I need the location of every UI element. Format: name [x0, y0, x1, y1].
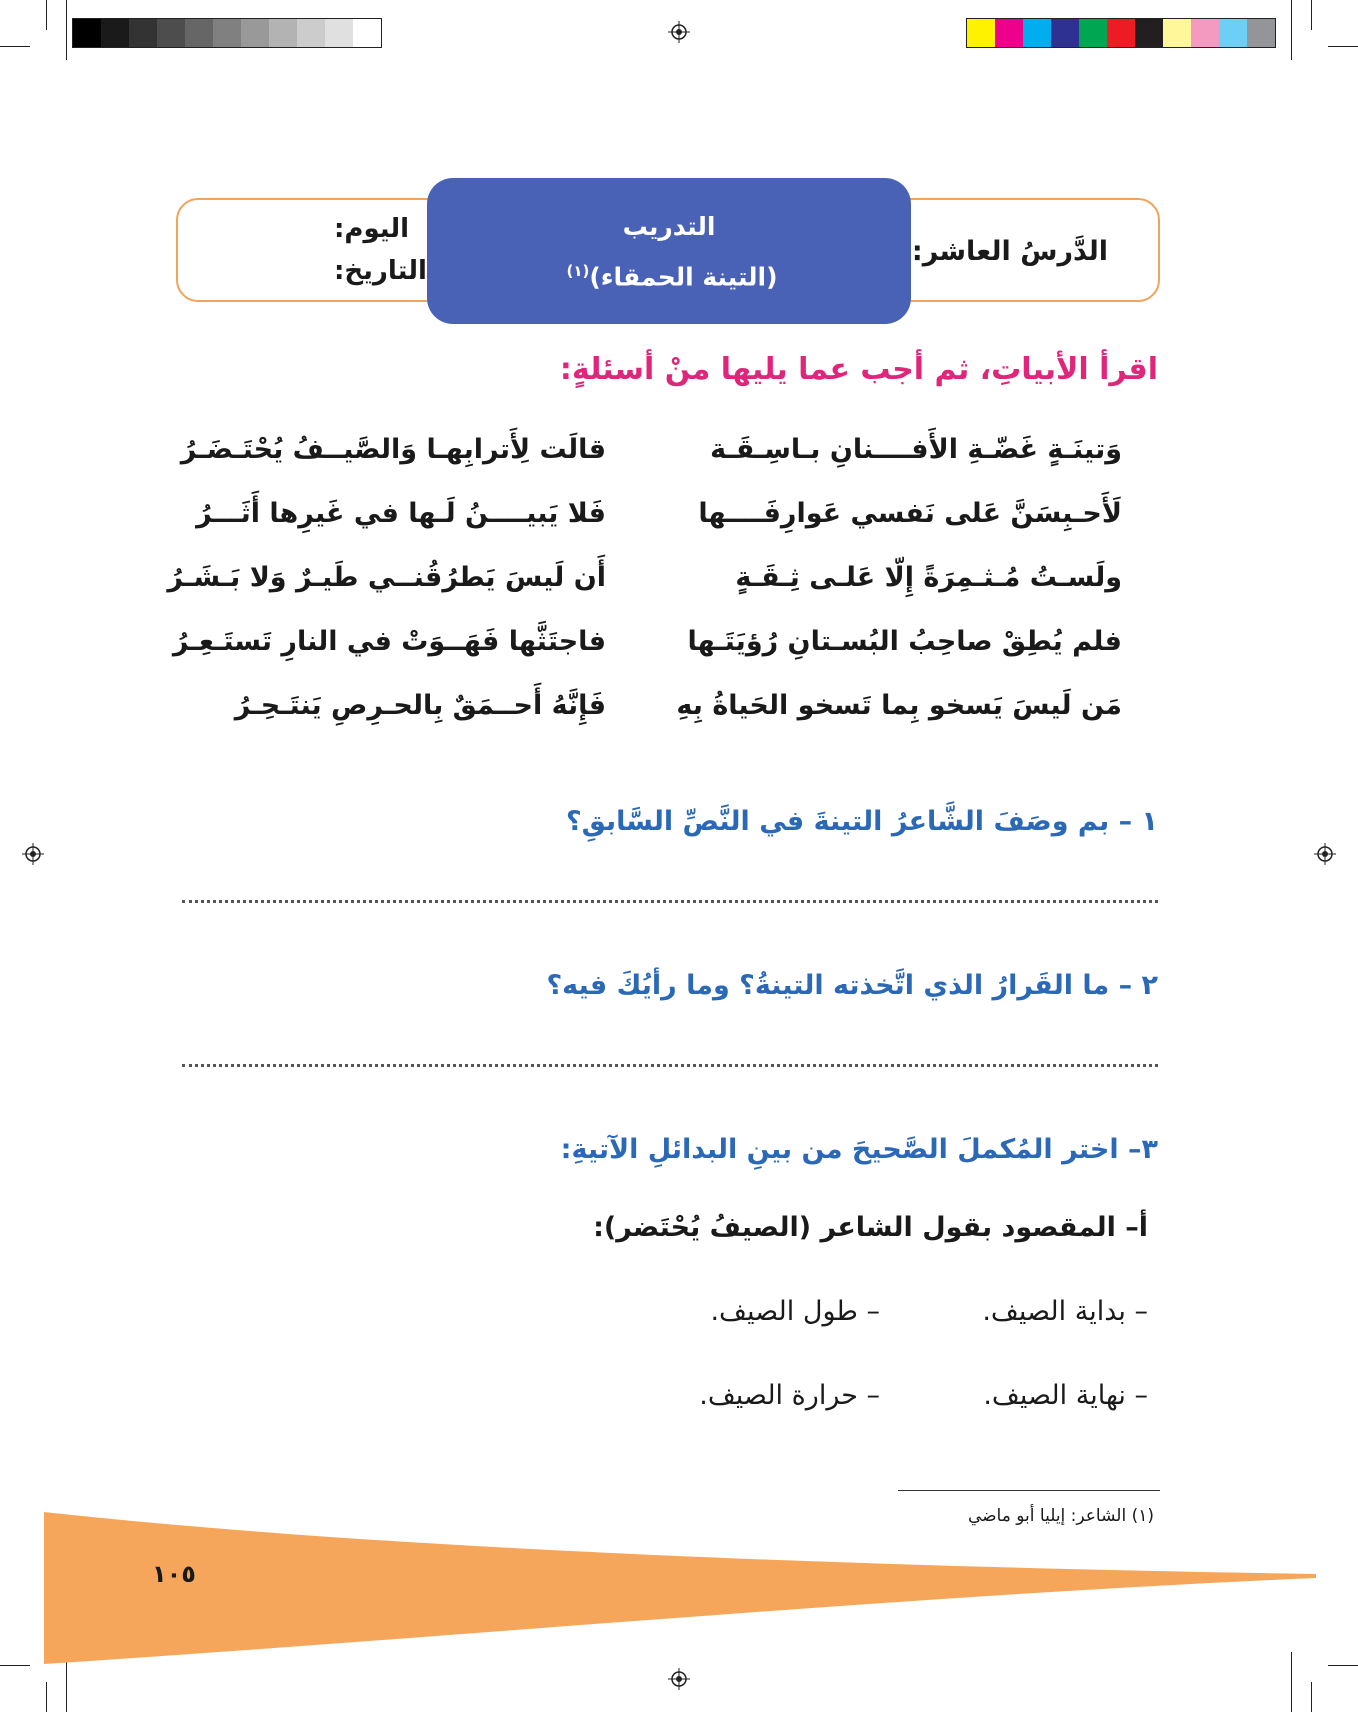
registration-mark-icon — [22, 843, 44, 865]
day-label: اليوم: — [334, 214, 410, 244]
registration-mark-icon — [668, 21, 690, 43]
question-3: ٣– اختر المُكملَ الصَّحيحَ من بينِ البدائلِ الآتيةِ: — [560, 1134, 1158, 1165]
question-1: ١ – بم وصَفَ الشَّاعرُ التينةَ في النَّصِّ السَّابقِ؟ — [566, 806, 1158, 837]
color-calibration-strip — [966, 18, 1276, 48]
question-2: ٢ – ما القَرارُ الذي اتَّخذته التينةُ؟ وما رأيُكَ فيه؟ — [546, 970, 1158, 1001]
poem-verse: فَإِنَّهُ أَحــمَقٌ بِالحـرِصِ يَنتَـحِـرُ — [234, 690, 606, 721]
lesson-label: الدَّرسُ العاشر: — [911, 236, 1108, 267]
page-number: ١٠٥ — [152, 1560, 196, 1588]
footer-orange-band — [0, 1500, 1358, 1670]
poem-verse: فلم يُطِقْ صاحِبُ البُسـتانِ رُؤيَتَـها — [687, 626, 1122, 657]
crop-mark — [46, 1682, 47, 1712]
poem-verse: فاجتَثَّها فَهَــوَتْ في النارِ تَستَـعِـرُ — [172, 626, 606, 657]
poem-right-column — [642, 418, 1122, 738]
training-subtitle-line — [427, 262, 911, 291]
crop-mark — [1291, 0, 1292, 60]
footnote: (١) الشاعر: إيليا أبو ماضي — [967, 1506, 1154, 1526]
footnote-divider — [898, 1490, 1160, 1491]
crop-mark — [0, 46, 30, 47]
footnote-marker: (١) — [566, 262, 590, 280]
option-beginning-of-summer[interactable]: – بداية الصيف. — [982, 1296, 1148, 1327]
crop-mark — [1328, 46, 1358, 47]
option-length-of-summer[interactable]: – طول الصيف. — [710, 1296, 880, 1327]
crop-mark — [66, 0, 67, 60]
option-end-of-summer[interactable]: – نهاية الصيف. — [983, 1380, 1148, 1411]
registration-mark-icon — [1314, 843, 1336, 865]
answer-line-1[interactable] — [182, 900, 1158, 903]
training-title-banner — [427, 178, 911, 324]
crop-mark — [1311, 0, 1312, 30]
poem-verse: أَن لَيسَ يَطرُقُنــي طَيـرٌ وَلا بَـشَـرُ — [167, 562, 606, 593]
poem-left-column — [167, 418, 606, 738]
question-3a: أ– المقصود بقول الشاعر (الصيفُ يُحْتَضر): — [593, 1212, 1148, 1243]
date-label: التاريخ: — [334, 256, 427, 286]
poem-verse: فَلا يَبيــــنُ لَـها في غَيرِها أَثَـــرُ — [196, 498, 606, 529]
answer-line-2[interactable] — [182, 1064, 1158, 1067]
training-subtitle: (التينة الحمقاء) — [589, 262, 778, 292]
gray-calibration-strip — [72, 18, 382, 48]
crop-mark — [1311, 1682, 1312, 1712]
poem-verse: لَأَحـبِسَنَّ عَلى نَفسي عَوارِفَــــها — [698, 498, 1122, 529]
poem-verse: مَن لَيسَ يَسخو بِما تَسخو الحَياةُ بِهِ — [676, 690, 1122, 721]
reading-instruction: اقرأ الأبياتِ، ثم أجب عما يليها منْ أسئلةٍ: — [559, 352, 1158, 387]
poem-verse: قالَت لِأَترابِهـا وَالصَّيــفُ يُحْتَـضَـرُ — [180, 434, 606, 465]
crop-mark — [46, 0, 47, 30]
training-title: التدريب — [622, 212, 716, 241]
option-heat-of-summer[interactable]: – حرارة الصيف. — [699, 1380, 880, 1411]
poem-verse: وَتينَـةٍ غَضّـةِ الأَفــــنانِ بـاسِـقَـة — [710, 434, 1122, 465]
registration-mark-icon — [668, 1668, 690, 1690]
poem-verse: ولَسـتُ مُـثـمِرَةً إِلّا عَلـى ثِـقَـةٍ — [735, 562, 1122, 593]
